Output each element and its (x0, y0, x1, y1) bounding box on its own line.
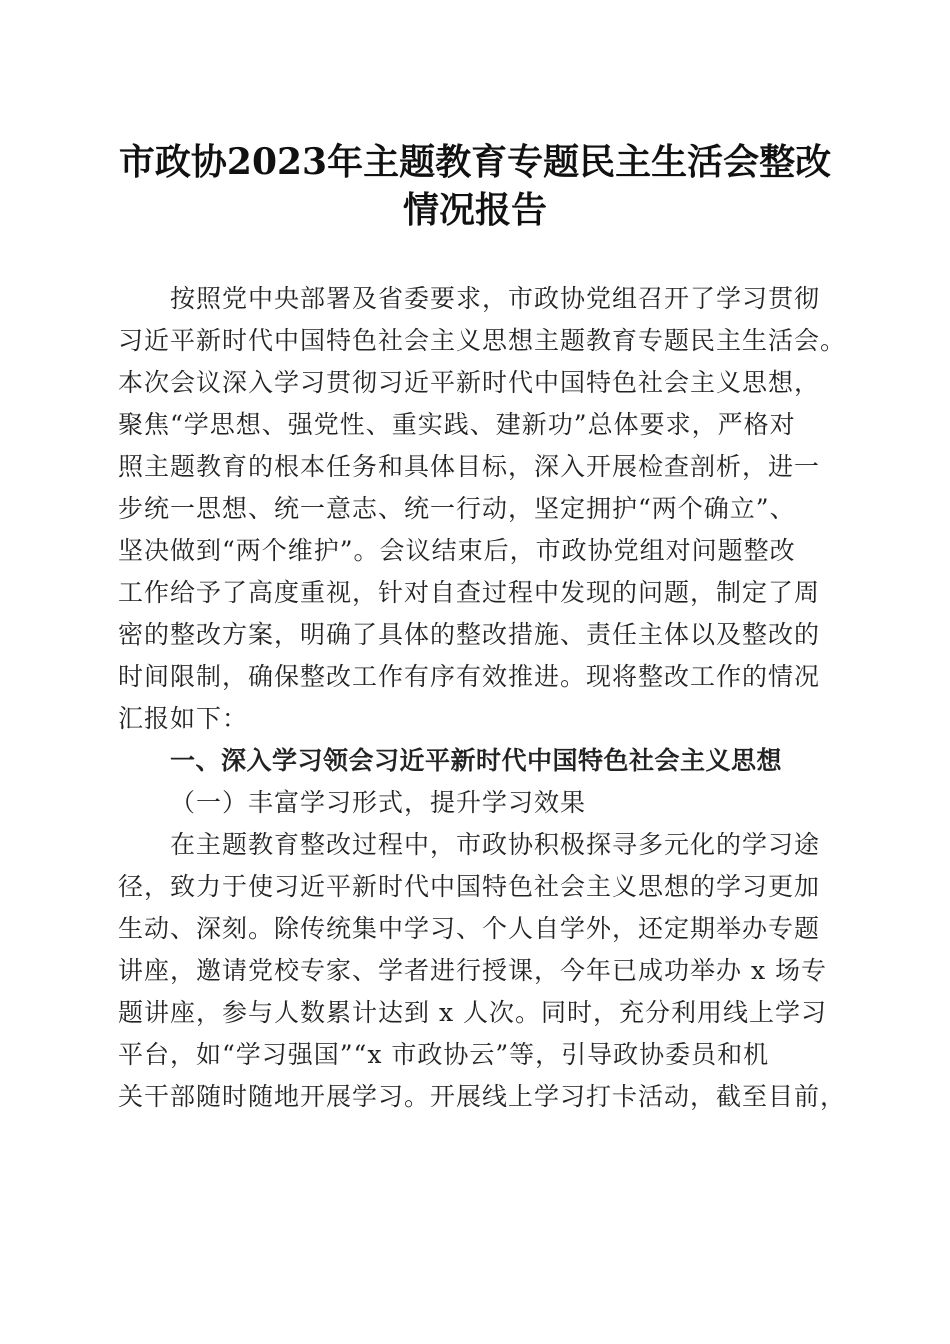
document-body (118, 278, 847, 1118)
paragraph-line: 平台，如“学习强国”“x 市政协云”等，引导政协委员和机 (118, 1040, 770, 1069)
paragraph-line: 习近平新时代中国特色社会主义思想主题教育专题民主生活会。 (118, 326, 847, 355)
subsection-heading: （一）丰富学习形式，提升学习效果 (170, 788, 587, 817)
paragraph-line: 密的整改方案，明确了具体的整改措施、责任主体以及整改的 (118, 620, 821, 649)
title-line-1: 市政协2023年主题教育专题民主生活会整改 (118, 141, 832, 183)
paragraph-line: 按照党中央部署及省委要求，市政协党组召开了学习贯彻 (170, 284, 821, 313)
paragraph-line: 关干部随时随地开展学习。开展线上学习打卡活动，截至目前， (118, 1082, 847, 1111)
paragraph-line: 本次会议深入学习贯彻习近平新时代中国特色社会主义思想， (118, 368, 821, 397)
section-heading: 一、深入学习领会习近平新时代中国特色社会主义思想 (170, 746, 783, 775)
body-paragraph (118, 824, 847, 1118)
paragraph-line: 在主题教育整改过程中，市政协积极探寻多元化的学习途 (170, 830, 821, 859)
paragraph-line: 工作给予了高度重视，针对自查过程中发现的问题，制定了周 (118, 578, 821, 607)
paragraph-line: 生动、深刻。除传统集中学习、个人自学外，还定期举办专题 (118, 914, 821, 943)
paragraph-line: 汇报如下： (118, 704, 249, 733)
paragraph-line: 步统一思想、统一意志、统一行动，坚定拥护“两个确立”、 (118, 494, 796, 523)
paragraph-line: 坚决做到“两个维护”。会议结束后，市政协党组对问题整改 (118, 536, 796, 565)
paragraph-line: 讲座，邀请党校专家、学者进行授课，今年已成功举办 x 场专 (118, 956, 827, 985)
paragraph-line: 径，致力于使习近平新时代中国特色社会主义思想的学习更加 (118, 872, 821, 901)
document-title (100, 138, 850, 234)
title-line-2: 情况报告 (402, 189, 547, 231)
paragraph-line: 时间限制，确保整改工作有序有效推进。现将整改工作的情况 (118, 662, 821, 691)
paragraph-line: 聚焦“学思想、强党性、重实践、建新功”总体要求，严格对 (118, 410, 796, 439)
intro-paragraph (118, 278, 847, 740)
paragraph-line: 照主题教育的根本任务和具体目标，深入开展检查剖析，进一 (118, 452, 821, 481)
paragraph-line: 题讲座，参与人数累计达到 x 人次。同时，充分利用线上学习 (118, 998, 827, 1027)
